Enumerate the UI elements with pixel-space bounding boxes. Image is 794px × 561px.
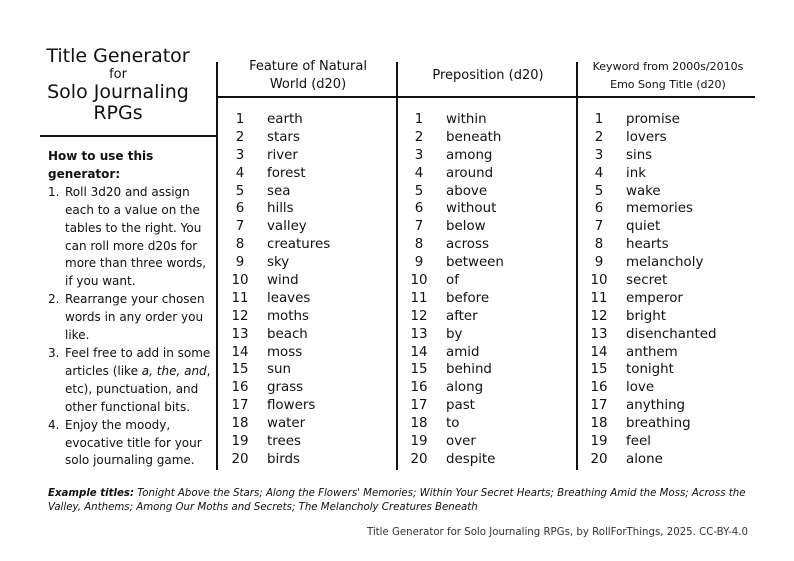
title-line-2: for [109, 67, 127, 82]
word: valley [267, 219, 307, 235]
table-row [584, 272, 716, 290]
table-row [584, 326, 716, 344]
table-row [584, 344, 716, 362]
roll-number: 17 [231, 398, 249, 414]
word: forest [267, 165, 306, 181]
word: across [446, 237, 489, 253]
roll-number: 1 [235, 112, 245, 127]
word: beach [267, 326, 308, 342]
word: below [446, 219, 486, 235]
roll-number: 19 [231, 434, 249, 450]
table-row [225, 451, 330, 469]
word: of [446, 273, 459, 289]
step-text-italic: a, the, and [141, 363, 207, 378]
roll-number: 8 [414, 237, 424, 253]
roll-number: 1 [594, 112, 604, 127]
word: over [446, 434, 476, 450]
table-row [225, 326, 330, 344]
word: emperor [626, 290, 683, 306]
table-row [404, 379, 504, 397]
word: despite [446, 451, 496, 467]
table-row [404, 272, 504, 290]
header-line: Feature of Natural [249, 59, 367, 74]
roll-number: 9 [414, 255, 424, 271]
word: wind [267, 273, 299, 289]
how-to-step [48, 184, 216, 291]
table-row [584, 129, 716, 147]
word: tonight [626, 362, 674, 378]
table-header-nature [220, 58, 396, 94]
word: trees [267, 434, 301, 450]
word: by [446, 326, 463, 342]
word: quiet [626, 219, 661, 235]
page-title [30, 46, 206, 124]
roll-number: 19 [410, 434, 428, 450]
roll-number: 10 [590, 273, 608, 289]
table-row [584, 451, 716, 469]
table-row [404, 361, 504, 379]
word: sea [267, 183, 291, 199]
word: sky [267, 255, 290, 271]
word: above [446, 183, 488, 199]
table-row [404, 165, 504, 183]
word: melancholy [626, 255, 704, 271]
word: moths [267, 308, 309, 324]
title-line-1: Title Generator [46, 45, 190, 67]
word: love [626, 380, 655, 396]
roll-number: 16 [410, 380, 428, 396]
roll-number: 11 [410, 290, 428, 306]
word: flowers [267, 398, 316, 414]
roll-number: 5 [594, 183, 604, 199]
how-to-step [48, 417, 216, 471]
word: hearts [626, 237, 669, 253]
table-row [404, 254, 504, 272]
roll-number: 2 [414, 129, 424, 145]
roll-number: 14 [231, 344, 249, 360]
table-row [404, 236, 504, 254]
step-text: Enjoy the moody, evocative title for your solo journaling game. [65, 417, 202, 468]
word: amid [446, 344, 480, 360]
column-divider-1 [216, 62, 218, 470]
roll-number: 13 [410, 326, 428, 342]
table-row [404, 344, 504, 362]
roll-number: 15 [410, 362, 428, 378]
table-header-emo [580, 58, 756, 94]
word: behind [446, 362, 492, 378]
roll-number: 9 [235, 255, 245, 271]
step-text: Rearrange your chosen words in any order you like. [65, 292, 205, 343]
roll-number: 7 [235, 219, 245, 235]
table-row [404, 218, 504, 236]
step-text: Feel free to add in some articles (like [65, 345, 211, 378]
roll-number: 7 [594, 219, 604, 235]
table-row [584, 397, 716, 415]
word: memories [626, 201, 693, 217]
word: sins [626, 147, 653, 163]
table-row [404, 308, 504, 326]
table-row [225, 111, 330, 129]
roll-number: 9 [594, 255, 604, 271]
word: without [446, 201, 497, 217]
roll-number: 5 [414, 183, 424, 199]
table-row [404, 433, 504, 451]
roll-number: 8 [594, 237, 604, 253]
example-titles [48, 487, 748, 515]
word: bright [626, 308, 666, 324]
roll-number: 16 [231, 380, 249, 396]
header-line: Preposition (d20) [432, 68, 544, 83]
word: anthem [626, 344, 678, 360]
column-divider-2 [396, 62, 398, 470]
table-row [584, 236, 716, 254]
table-preposition [404, 111, 504, 469]
header-line: Keyword from 2000s/2010s [592, 60, 744, 73]
word: before [446, 290, 490, 306]
table-row [225, 379, 330, 397]
table-header-preposition [400, 67, 576, 85]
roll-number: 12 [231, 308, 249, 324]
word: water [267, 416, 306, 432]
header-line: World (d20) [269, 77, 347, 92]
table-row [404, 290, 504, 308]
word: secret [626, 273, 668, 289]
table-row [584, 361, 716, 379]
roll-number: 6 [414, 201, 424, 217]
roll-number: 10 [231, 273, 249, 289]
example-label: Example titles: [48, 488, 135, 499]
roll-number: 20 [231, 451, 249, 467]
roll-number: 8 [235, 237, 245, 253]
table-row [404, 111, 504, 129]
table-row [584, 254, 716, 272]
word: lovers [626, 129, 667, 145]
table-row [584, 147, 716, 165]
roll-number: 18 [590, 416, 608, 432]
word: leaves [267, 290, 311, 306]
roll-number: 2 [594, 129, 604, 145]
table-row [225, 344, 330, 362]
word: hills [267, 201, 294, 217]
table-row [225, 254, 330, 272]
word: creatures [267, 237, 331, 253]
roll-number: 17 [590, 398, 608, 414]
table-row [225, 200, 330, 218]
word: moss [267, 344, 303, 360]
table-emo [584, 111, 716, 469]
roll-number: 11 [590, 290, 608, 306]
word: within [446, 112, 487, 127]
title-line-4: RPGs [93, 102, 143, 124]
table-row [404, 200, 504, 218]
step-text: , etc), punctuation, and other functional bits. [65, 363, 211, 414]
header-divider [217, 96, 755, 98]
word: anything [626, 398, 686, 414]
word: past [446, 398, 475, 414]
roll-number: 20 [590, 451, 608, 467]
table-nature [225, 111, 330, 469]
step-number: 1. [48, 184, 60, 199]
table-row [404, 415, 504, 433]
column-divider-3 [576, 62, 578, 470]
roll-number: 10 [410, 273, 428, 289]
roll-number: 2 [235, 129, 245, 145]
word: ink [626, 165, 646, 181]
roll-number: 14 [410, 344, 428, 360]
step-number: 3. [48, 345, 60, 360]
word: alone [626, 451, 663, 467]
table-row [584, 165, 716, 183]
table-row [404, 397, 504, 415]
table-row [225, 147, 330, 165]
table-row [225, 415, 330, 433]
roll-number: 19 [590, 434, 608, 450]
word: river [267, 147, 298, 163]
roll-number: 17 [410, 398, 428, 414]
credit-footer: Title Generator for Solo Journaling RPGs, by RollForThings, 2025. CC-BY-4.0 [366, 527, 748, 538]
table-row [404, 183, 504, 201]
table-row [584, 218, 716, 236]
roll-number: 12 [410, 308, 428, 324]
word: promise [626, 112, 680, 127]
table-row [225, 183, 330, 201]
roll-number: 20 [410, 451, 428, 467]
table-row [225, 236, 330, 254]
how-to-steps [48, 184, 216, 471]
roll-number: 7 [414, 219, 424, 235]
word: wake [626, 183, 661, 199]
roll-number: 3 [235, 147, 245, 163]
table-row [225, 433, 330, 451]
roll-number: 15 [590, 362, 608, 378]
roll-number: 3 [594, 147, 604, 163]
roll-number: 15 [231, 362, 249, 378]
word: between [446, 255, 504, 271]
table-row [404, 326, 504, 344]
roll-number: 1 [414, 112, 424, 127]
roll-number: 16 [590, 380, 608, 396]
word: after [446, 308, 478, 324]
roll-number: 4 [235, 165, 245, 181]
word: breathing [626, 416, 691, 432]
table-row [404, 147, 504, 165]
table-row [584, 200, 716, 218]
title-divider [40, 135, 218, 137]
roll-number: 3 [414, 147, 424, 163]
word: around [446, 165, 494, 181]
step-text: Roll 3d20 and assign each to a value on the tables to the right. You can roll more d20s for more than three words, if you want. [65, 184, 207, 289]
table-row [225, 272, 330, 290]
word: birds [267, 451, 300, 467]
table-row [404, 129, 504, 147]
how-to-step [48, 291, 216, 345]
step-number: 4. [48, 417, 60, 432]
roll-number: 11 [231, 290, 249, 306]
word: to [446, 416, 460, 432]
roll-number: 4 [414, 165, 424, 181]
word: feel [626, 434, 651, 450]
word: earth [267, 112, 303, 127]
roll-number: 6 [594, 201, 604, 217]
table-row [584, 379, 716, 397]
table-row [225, 290, 330, 308]
table-row [584, 183, 716, 201]
table-row [225, 218, 330, 236]
roll-number: 13 [590, 326, 608, 342]
table-row [225, 361, 330, 379]
how-to-step [48, 345, 216, 417]
table-row [584, 415, 716, 433]
table-row [584, 111, 716, 129]
table-row [225, 165, 330, 183]
table-row [225, 397, 330, 415]
step-number: 2. [48, 292, 60, 307]
roll-number: 18 [231, 416, 249, 432]
word: stars [267, 129, 300, 145]
word: along [446, 380, 484, 396]
word: disenchanted [626, 326, 717, 342]
table-row [225, 308, 330, 326]
roll-number: 13 [231, 326, 249, 342]
roll-number: 6 [235, 201, 245, 217]
roll-number: 14 [590, 344, 608, 360]
roll-number: 18 [410, 416, 428, 432]
word: among [446, 147, 493, 163]
word: grass [267, 380, 304, 396]
word: beneath [446, 129, 502, 145]
roll-number: 5 [235, 183, 245, 199]
table-row [404, 451, 504, 469]
example-text: Tonight Above the Stars; Along the Flowers' Memories; Within Your Secret Hearts; Breathing Amid the Moss; Across the Valley, Anthems; Among Our Moths and Secrets; The Melancholy Creatures Beneath [48, 488, 746, 513]
title-line-3: Solo Journaling [47, 81, 189, 103]
roll-number: 12 [590, 308, 608, 324]
how-to-heading: How to use this generator: [48, 149, 154, 181]
roll-number: 4 [594, 165, 604, 181]
how-to-section [48, 148, 216, 470]
table-row [225, 129, 330, 147]
table-row [584, 433, 716, 451]
table-row [584, 308, 716, 326]
header-line: Emo Song Title (d20) [610, 78, 726, 91]
table-row [584, 290, 716, 308]
word: sun [267, 362, 291, 378]
